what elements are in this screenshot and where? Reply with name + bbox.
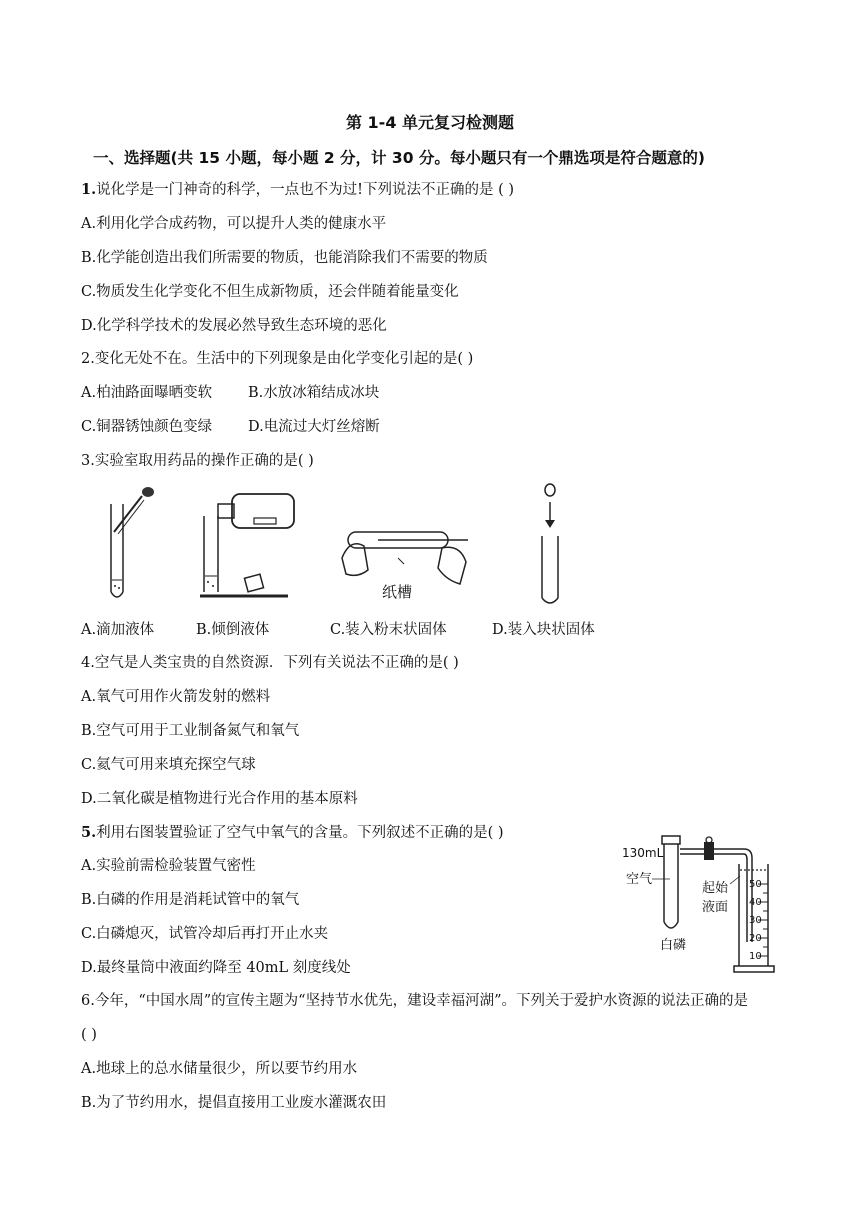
- question-2-stem: 2.变化无处不在。生活中的下列现象是由化学变化引起的是( ): [81, 351, 474, 367]
- question-5-option-d: D.最终量筒中液面约降至 40mL 刻度线处: [81, 960, 351, 976]
- question-1-option-b: B.化学能创造出我们所需要的物质，也能消除我们不需要的物质: [81, 250, 488, 266]
- question-2-option-a: A.柏油路面曝晒变软: [81, 385, 213, 401]
- question-6-paren: ( ): [81, 1027, 97, 1043]
- apparatus-air-label: 空气: [626, 872, 653, 887]
- question-3-option-c: C.装入粉末状固体: [330, 622, 447, 638]
- figure-pouring: [196, 488, 306, 604]
- apparatus-start-label-1: 起始: [702, 881, 729, 896]
- question-4-option-a: A.氧气可用作火箭发射的燃料: [81, 689, 271, 705]
- question-3-stem: 3.实验室取用药品的操作正确的是( ): [81, 453, 314, 469]
- question-3-option-a: A.滴加液体: [81, 622, 155, 638]
- question-2-option-d: D.电流过大灯丝熔断: [248, 419, 380, 435]
- question-4-option-d: D.二氧化碳是植物进行光合作用的基本原料: [81, 791, 358, 807]
- scale-tick-label: 50: [749, 879, 762, 890]
- question-5-stem: [81, 823, 504, 843]
- apparatus-phosphorus-label: 白磷: [660, 938, 687, 953]
- question-2-option-b: B.水放冰箱结成冰块: [248, 385, 380, 401]
- question-5-option-c: C.白磷熄灭，试管冷却后再打开止水夹: [81, 926, 329, 942]
- scale-tick-label: 30: [749, 915, 762, 926]
- question-1-option-c: C.物质发生化学变化不但生成新物质，还会伴随着能量变化: [81, 284, 459, 300]
- scale-tick-label: 20: [749, 933, 762, 944]
- scale-tick-label: 40: [749, 897, 762, 908]
- scale-tick-label: 10: [749, 951, 762, 962]
- question-4-option-c: C.氦气可用来填充探空气球: [81, 757, 256, 773]
- question-1-stem: [81, 180, 514, 200]
- figure-dropper: [98, 484, 158, 604]
- question-1-text: 说化学是一门神奇的科学，一点也不为过!下列说法不正确的是 ( ): [96, 182, 514, 198]
- question-3-option-d: D.装入块状固体: [492, 622, 595, 638]
- question-5-text: 利用右图装置验证了空气中氧气的含量。下列叙述不正确的是( ): [96, 825, 504, 841]
- question-5-option-b: B.白磷的作用是消耗试管中的氧气: [81, 892, 300, 908]
- question-4-option-b: B.空气可用于工业制备氮气和氧气: [81, 723, 300, 739]
- apparatus-volume-label: 130mL: [622, 846, 664, 860]
- cylinder-scale: [749, 876, 762, 966]
- question-2-option-c: C.铜器锈蚀颜色变绿: [81, 419, 213, 435]
- question-6-option-a: A.地球上的总水储量很少，所以要节约用水: [81, 1061, 358, 1077]
- question-5-option-a: A.实验前需检验装置气密性: [81, 858, 256, 874]
- question-1-number: 1.: [81, 181, 97, 198]
- paper-trough-label: 纸槽: [382, 583, 413, 601]
- question-6-stem: 6.今年，“中国水周”的宣传主题为“坚持节水优先，建设幸福河湖”。下列关于爱护水资源的说法正确的是: [81, 993, 748, 1009]
- question-6-option-b: B.为了节约用水，提倡直接用工业废水灌溉农田: [81, 1095, 387, 1111]
- question-1-option-d: D.化学科学技术的发展必然导致生态环境的恶化: [81, 318, 387, 334]
- question-4-stem: 4.空气是人类宝贵的自然资源．下列有关说法不正确的是( ): [81, 655, 459, 671]
- apparatus-start-label-2: 液面: [702, 900, 729, 915]
- figure-solid-block: [530, 482, 570, 608]
- question-3-option-b: B.倾倒液体: [196, 622, 270, 638]
- section-heading: 一、选择题(共 15 小题，每小题 2 分，计 30 分。每小题只有一个鼎选项是符合题意的): [93, 149, 705, 167]
- page-title: 第 1-4 单元复习检测题: [345, 113, 515, 132]
- question-5-number: 5.: [81, 824, 97, 841]
- question-1-option-a: A.利用化学合成药物，可以提升人类的健康水平: [81, 216, 387, 232]
